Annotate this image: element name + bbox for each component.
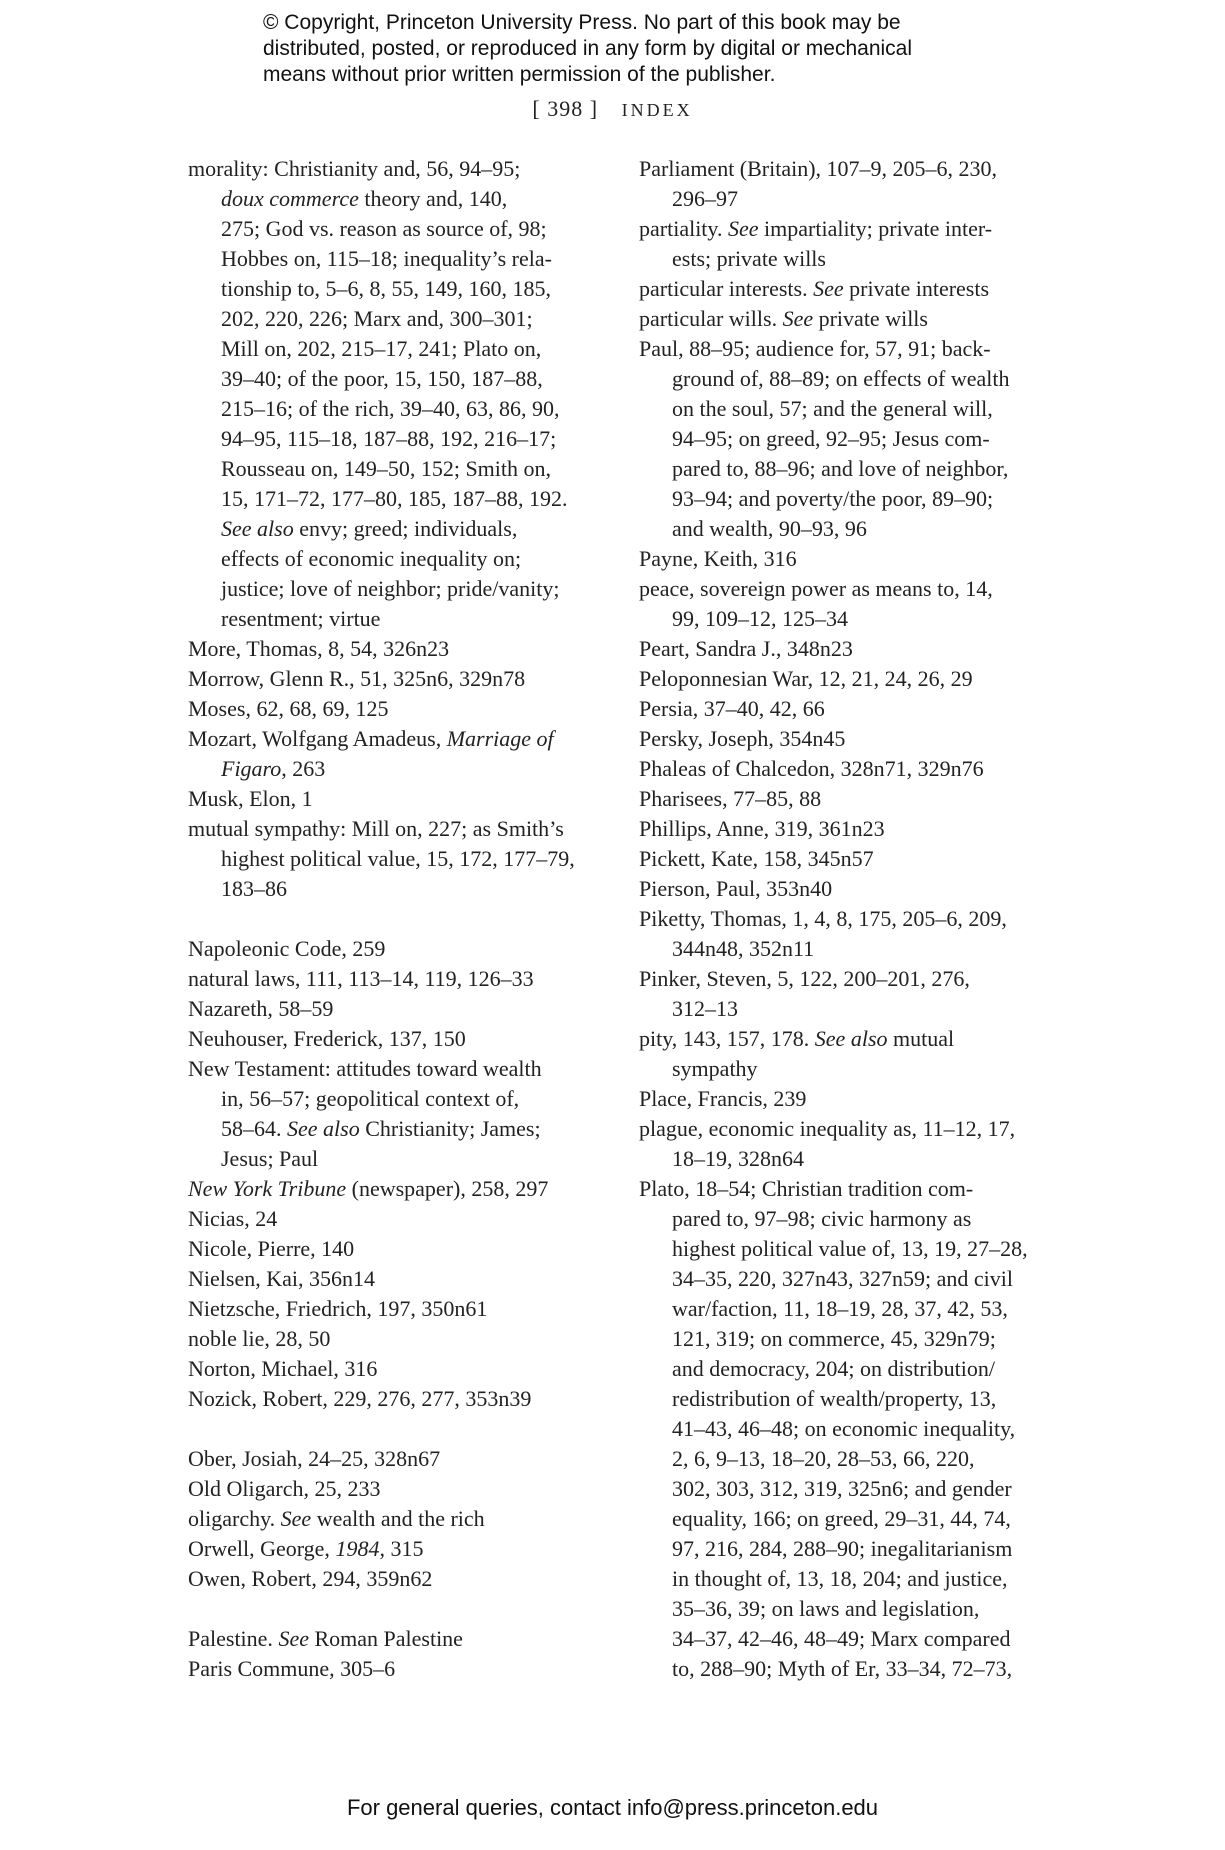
index-line: pared to, 97–98; civic harmony as [672, 1206, 972, 1231]
index-line: Palestine. See Roman Palestine [188, 1626, 463, 1651]
index-line: Persia, 37–40, 42, 66 [639, 696, 825, 721]
index-line: pity, 143, 157, 178. See also mutual [639, 1026, 955, 1051]
index-line: Pharisees, 77–85, 88 [639, 786, 822, 811]
index-line: 275; God vs. reason as source of, 98; [221, 216, 547, 241]
index-line: Pinker, Steven, 5, 122, 200–201, 276, [639, 966, 970, 991]
index-line: 2, 6, 9–13, 18–20, 28–53, 66, 220, [672, 1446, 975, 1471]
index-line: peace, sovereign power as means to, 14, [639, 576, 993, 601]
index-line: oligarchy. See wealth and the rich [188, 1506, 485, 1531]
index-line: Phaleas of Chalcedon, 328n71, 329n76 [639, 756, 984, 781]
index-line: 215–16; of the rich, 39–40, 63, 86, 90, [221, 396, 560, 421]
index-line: to, 288–90; Myth of Er, 33–34, 72–73, [672, 1656, 1013, 1681]
index-line: redistribution of wealth/property, 13, [672, 1386, 997, 1411]
index-line: Piketty, Thomas, 1, 4, 8, 175, 205–6, 209, [639, 906, 1007, 931]
index-line: particular wills. See private wills [639, 306, 928, 331]
index-line: Nicole, Pierre, 140 [188, 1236, 355, 1261]
index-line: pared to, 88–96; and love of neighbor, [672, 456, 1009, 481]
index-line: 183–86 [221, 876, 287, 901]
index-line: on the soul, 57; and the general will, [672, 396, 993, 421]
index-line: New York Tribune (newspaper), 258, 297 [188, 1176, 549, 1201]
index-line: Nietzsche, Friedrich, 197, 350n61 [188, 1296, 488, 1321]
index-line: Peloponnesian War, 12, 21, 24, 26, 29 [639, 666, 973, 691]
index-line: 97, 216, 284, 288–90; inegalitarianism [672, 1536, 1013, 1561]
index-line: Place, Francis, 239 [639, 1086, 807, 1111]
index-line: Nielsen, Kai, 356n14 [188, 1266, 375, 1291]
copyright-notice [263, 10, 1023, 88]
index-line: New Testament: attitudes toward wealth [188, 1056, 542, 1081]
index-line: Owen, Robert, 294, 359n62 [188, 1566, 433, 1591]
index-column-left [188, 154, 608, 1684]
index-spacer [188, 1594, 608, 1624]
index-line: highest political value, 15, 172, 177–79, [221, 846, 575, 871]
index-line: See also envy; greed; individuals, [221, 516, 518, 541]
index-line: 344n48, 352n11 [672, 936, 815, 961]
index-line: 18–19, 328n64 [672, 1146, 804, 1171]
index-line: Napoleonic Code, 259 [188, 936, 386, 961]
index-line: ests; private wills [672, 246, 826, 271]
index-line: 15, 171–72, 177–80, 185, 187–88, 192. [221, 486, 568, 511]
index-line: sympathy [672, 1056, 758, 1081]
index-line: Jesus; Paul [221, 1146, 319, 1171]
index-line: ground of, 88–89; on effects of wealth [672, 366, 1010, 391]
index-line: Old Oligarch, 25, 233 [188, 1476, 381, 1501]
index-line: 35–36, 39; on laws and legislation, [672, 1596, 980, 1621]
index-line: 58–64. See also Christianity; James; [221, 1116, 541, 1141]
index-line: Peart, Sandra J., 348n23 [639, 636, 853, 661]
index-line: Payne, Keith, 316 [639, 546, 797, 571]
copyright-line: means without prior written permission of the publisher. [263, 63, 776, 86]
index-line: Ober, Josiah, 24–25, 328n67 [188, 1446, 441, 1471]
index-spacer [188, 1414, 608, 1444]
index-line: Nazareth, 58–59 [188, 996, 334, 1021]
index-line: Pierson, Paul, 353n40 [639, 876, 833, 901]
index-line: Figaro, 263 [221, 756, 326, 781]
index-line: Orwell, George, 1984, 315 [188, 1536, 424, 1561]
index-line: 312–13 [672, 996, 738, 1021]
copyright-line: distributed, posted, or reproduced in any form by digital or mechanical [263, 37, 913, 60]
index-line: Morrow, Glenn R., 51, 325n6, 329n78 [188, 666, 526, 691]
index-line: and wealth, 90–93, 96 [672, 516, 867, 541]
index-line: 202, 220, 226; Marx and, 300–301; [221, 306, 533, 331]
index-line: Persky, Joseph, 354n45 [639, 726, 846, 751]
index-line: Norton, Michael, 316 [188, 1356, 378, 1381]
index-line: doux commerce theory and, 140, [221, 186, 508, 211]
index-line: Moses, 62, 68, 69, 125 [188, 696, 389, 721]
index-line: Rousseau on, 149–50, 152; Smith on, [221, 456, 552, 481]
index-line: 94–95, 115–18, 187–88, 192, 216–17; [221, 426, 557, 451]
index-line: 34–35, 220, 327n43, 327n59; and civil [672, 1266, 1013, 1291]
index-line: Paul, 88–95; audience for, 57, 91; back- [639, 336, 991, 361]
index-column-right [639, 154, 1059, 1684]
index-line: More, Thomas, 8, 54, 326n23 [188, 636, 450, 661]
index-line: Nicias, 24 [188, 1206, 278, 1231]
index-line: 121, 319; on commerce, 45, 329n79; [672, 1326, 996, 1351]
index-line: tionship to, 5–6, 8, 55, 149, 160, 185, [221, 276, 552, 301]
index-line: highest political value of, 13, 19, 27–28, [672, 1236, 1028, 1261]
index-line: resentment; virtue [221, 606, 381, 631]
index-line: natural laws, 111, 113–14, 119, 126–33 [188, 966, 534, 991]
index-line: Hobbes on, 115–18; inequality’s rela- [221, 246, 552, 271]
running-head [0, 96, 1225, 122]
index-line: Plato, 18–54; Christian tradition com- [639, 1176, 974, 1201]
copyright-line: © Copyright, Princeton University Press. No part of this book may be [263, 11, 901, 34]
index-line: in, 56–57; geopolitical context of, [221, 1086, 520, 1111]
index-line: Parliament (Britain), 107–9, 205–6, 230, [639, 156, 998, 181]
index-line: Musk, Elon, 1 [188, 786, 313, 811]
index-line: particular interests. See private interests [639, 276, 990, 301]
page-number: [ 398 ] [532, 96, 599, 121]
index-line: 93–94; and poverty/the poor, 89–90; [672, 486, 994, 511]
index-line: mutual sympathy: Mill on, 227; as Smith’s [188, 816, 564, 841]
index-line: 296–97 [672, 186, 738, 211]
index-line: and democracy, 204; on distribution/ [672, 1356, 996, 1381]
index-spacer [188, 904, 608, 934]
index-line: Nozick, Robert, 229, 276, 277, 353n39 [188, 1386, 532, 1411]
index-line: 34–37, 42–46, 48–49; Marx compared [672, 1626, 1011, 1651]
index-line: war/faction, 11, 18–19, 28, 37, 42, 53, [672, 1296, 1008, 1321]
index-line: 302, 303, 312, 319, 325n6; and gender [672, 1476, 1012, 1501]
index-line: Pickett, Kate, 158, 345n57 [639, 846, 874, 871]
index-line: 41–43, 46–48; on economic inequality, [672, 1416, 1016, 1441]
index-line: Paris Commune, 305–6 [188, 1656, 396, 1681]
index-line: effects of economic inequality on; [221, 546, 522, 571]
index-line: plague, economic inequality as, 11–12, 17, [639, 1116, 1016, 1141]
index-line: Mozart, Wolfgang Amadeus, Marriage of [188, 726, 554, 751]
section-title: INDEX [621, 100, 693, 120]
index-line: 99, 109–12, 125–34 [672, 606, 848, 631]
index-line: morality: Christianity and, 56, 94–95; [188, 156, 521, 181]
footer-contact: For general queries, contact info@press.princeton.edu [346, 1795, 879, 1820]
index-line: justice; love of neighbor; pride/vanity; [221, 576, 560, 601]
index-line: equality, 166; on greed, 29–31, 44, 74, [672, 1506, 1011, 1531]
index-line: 94–95; on greed, 92–95; Jesus com- [672, 426, 990, 451]
index-line: partiality. See impartiality; private inter- [639, 216, 993, 241]
index-line: Mill on, 202, 215–17, 241; Plato on, [221, 336, 542, 361]
index-line: Phillips, Anne, 319, 361n23 [639, 816, 885, 841]
index-line: 39–40; of the poor, 15, 150, 187–88, [221, 366, 543, 391]
index-line: Neuhouser, Frederick, 137, 150 [188, 1026, 466, 1051]
index-line: in thought of, 13, 18, 204; and justice, [672, 1566, 1008, 1591]
index-line: noble lie, 28, 50 [188, 1326, 331, 1351]
